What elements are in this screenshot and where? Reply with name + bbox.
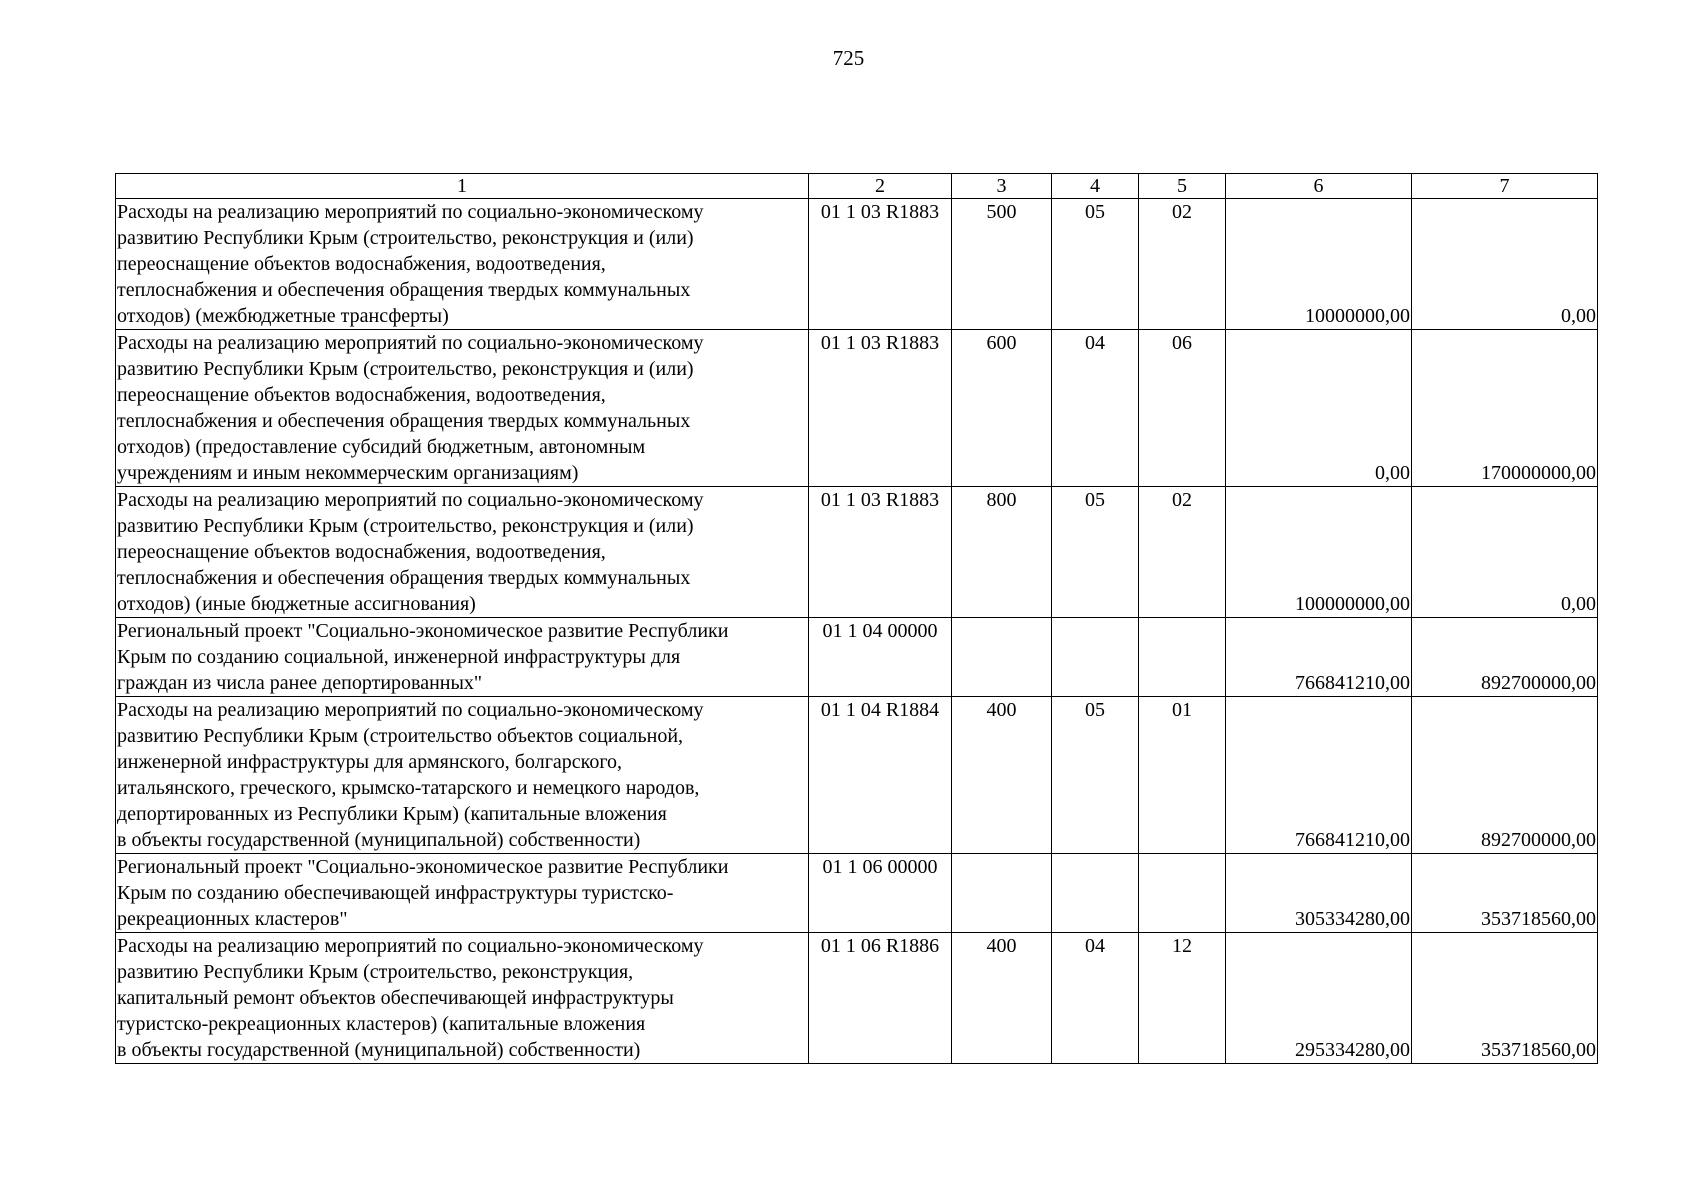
table-row bbox=[116, 487, 1598, 618]
expense-type-code: 600 bbox=[952, 330, 1052, 487]
target-article-code: 01 1 06 R1886 bbox=[809, 933, 952, 1064]
expense-name: Расходы на реализацию мероприятий по социально-экономическому развитию Республики Крым (строительство, реконструкция, капитальный ремонт объектов обеспечивающей инфраструктуры туристско-рекреационных кластеров) (капитальные вложения в объекты государственной (муниципальной) собственности) bbox=[116, 933, 809, 1064]
subsection-code bbox=[1139, 618, 1226, 697]
amount-column-7: 353718560,00 bbox=[1412, 933, 1598, 1064]
section-code: 05 bbox=[1052, 487, 1139, 618]
subsection-code: 02 bbox=[1139, 487, 1226, 618]
table-row bbox=[116, 933, 1598, 1064]
target-article-code: 01 1 03 R1883 bbox=[809, 330, 952, 487]
section-code bbox=[1052, 854, 1139, 933]
section-code: 04 bbox=[1052, 933, 1139, 1064]
target-article-code: 01 1 03 R1883 bbox=[809, 487, 952, 618]
table-row bbox=[116, 330, 1598, 487]
amount-column-6: 0,00 bbox=[1226, 330, 1412, 487]
target-article-code: 01 1 03 R1883 bbox=[809, 199, 952, 330]
subsection-code: 06 bbox=[1139, 330, 1226, 487]
amount-column-6: 305334280,00 bbox=[1226, 854, 1412, 933]
subsection-code: 02 bbox=[1139, 199, 1226, 330]
amount-column-6: 10000000,00 bbox=[1226, 199, 1412, 330]
table-row bbox=[116, 199, 1598, 330]
section-code bbox=[1052, 618, 1139, 697]
table-row bbox=[116, 618, 1598, 697]
column-header: 1 bbox=[116, 174, 809, 199]
section-code: 05 bbox=[1052, 697, 1139, 854]
amount-column-6: 766841210,00 bbox=[1226, 697, 1412, 854]
expense-name: Региональный проект "Социально-экономическое развитие Республики Крым по созданию обеспечивающей инфраструктуры туристско- рекреационных кластеров" bbox=[116, 854, 809, 933]
subsection-code bbox=[1139, 854, 1226, 933]
expense-type-code bbox=[952, 618, 1052, 697]
amount-column-6: 100000000,00 bbox=[1226, 487, 1412, 618]
column-header: 4 bbox=[1052, 174, 1139, 199]
expense-name: Расходы на реализацию мероприятий по социально-экономическому развитию Республики Крым (строительство объектов социальной, инженерной инфраструктуры для армянского, болгарского, итальянского, греческого, крымско-татарского и немецкого народов, депортированных из Республики Крым) (капитальные вложения в объекты государственной (муниципальной) собственности) bbox=[116, 697, 809, 854]
section-code: 05 bbox=[1052, 199, 1139, 330]
amount-column-7: 170000000,00 bbox=[1412, 330, 1598, 487]
expense-type-code: 500 bbox=[952, 199, 1052, 330]
column-header: 3 bbox=[952, 174, 1052, 199]
expense-type-code bbox=[952, 854, 1052, 933]
column-header: 7 bbox=[1412, 174, 1598, 199]
expense-type-code: 400 bbox=[952, 697, 1052, 854]
target-article-code: 01 1 04 00000 bbox=[809, 618, 952, 697]
subsection-code: 01 bbox=[1139, 697, 1226, 854]
section-code: 04 bbox=[1052, 330, 1139, 487]
expense-name: Расходы на реализацию мероприятий по социально-экономическому развитию Республики Крым (строительство, реконструкция и (или) переоснащение объектов водоснабжения, водоотведения, теплоснабжения и обеспечения обращения твердых коммунальных отходов) (межбюджетные трансферты) bbox=[116, 199, 809, 330]
amount-column-7: 892700000,00 bbox=[1412, 618, 1598, 697]
column-number-row bbox=[116, 174, 1598, 199]
amount-column-6: 766841210,00 bbox=[1226, 618, 1412, 697]
subsection-code: 12 bbox=[1139, 933, 1226, 1064]
target-article-code: 01 1 06 00000 bbox=[809, 854, 952, 933]
target-article-code: 01 1 04 R1884 bbox=[809, 697, 952, 854]
amount-column-7: 353718560,00 bbox=[1412, 854, 1598, 933]
expense-name: Расходы на реализацию мероприятий по социально-экономическому развитию Республики Крым (строительство, реконструкция и (или) переоснащение объектов водоснабжения, водоотведения, теплоснабжения и обеспечения обращения твердых коммунальных отходов) (предоставление субсидий бюджетным, автономным учреждениям и иным некоммерческим организациям) bbox=[116, 330, 809, 487]
table-row bbox=[116, 697, 1598, 854]
expense-type-code: 400 bbox=[952, 933, 1052, 1064]
amount-column-6: 295334280,00 bbox=[1226, 933, 1412, 1064]
column-header: 6 bbox=[1226, 174, 1412, 199]
column-header: 2 bbox=[809, 174, 952, 199]
amount-column-7: 892700000,00 bbox=[1412, 697, 1598, 854]
amount-column-7: 0,00 bbox=[1412, 487, 1598, 618]
expense-name: Расходы на реализацию мероприятий по социально-экономическому развитию Республики Крым (строительство, реконструкция и (или) переоснащение объектов водоснабжения, водоотведения, теплоснабжения и обеспечения обращения твердых коммунальных отходов) (иные бюджетные ассигнования) bbox=[116, 487, 809, 618]
table-row bbox=[116, 854, 1598, 933]
page-number: 725 bbox=[832, 46, 865, 70]
expense-name: Региональный проект "Социально-экономическое развитие Республики Крым по созданию социальной, инженерной инфраструктуры для граждан из числа ранее депортированных" bbox=[116, 618, 809, 697]
column-header: 5 bbox=[1139, 174, 1226, 199]
expense-type-code: 800 bbox=[952, 487, 1052, 618]
amount-column-7: 0,00 bbox=[1412, 199, 1598, 330]
budget-table bbox=[115, 173, 1598, 1064]
